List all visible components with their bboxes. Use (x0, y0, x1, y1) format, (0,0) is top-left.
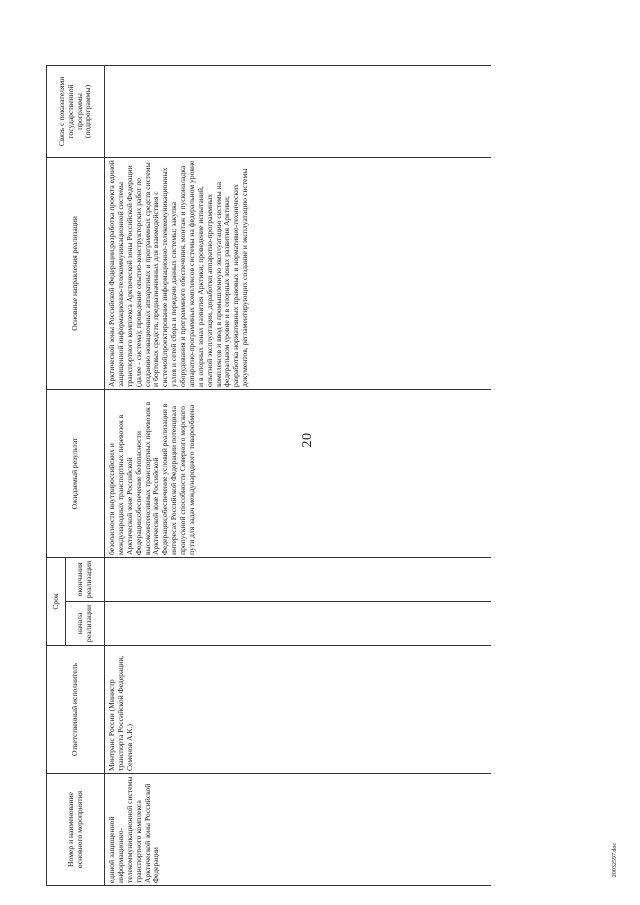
table-row (105, 65, 492, 885)
header-result: Ожидаемый результат (47, 389, 105, 557)
cell-directions (105, 157, 492, 389)
document-id: 20032597.doc (612, 842, 618, 878)
cell-executor (105, 646, 492, 774)
cell-event (105, 774, 492, 886)
header-term-start: начала реализации (66, 602, 105, 646)
cell-term-end (105, 557, 492, 601)
header-event: Номер и наименование основного мероприятия (47, 774, 105, 886)
result-text: безопасности внутрироссийских и международных транспортных перевозок в Арктической зоне Российской Федерации;обеспечение безопасности высокоинтенсивных транспортных перевозок в Арктической зоне Российской Федерации;обеспечение условий реализации в интересах Российской Федерации потенциала пропускной способности Северного морского пути для задач международного товарообмена (107, 401, 196, 555)
rotated-table-area (46, 66, 536, 886)
header-term: Срок (47, 557, 66, 645)
event-text: единой защищенной информационно-телекоммуникационной системы транспортного комплекса Арктической зоны Российской Федерации (107, 776, 161, 883)
header-link: Связь с показателями государственной программы (подпрограммы) (47, 65, 105, 157)
cell-link (105, 65, 492, 157)
executor-text: Минтранс России (Министр транспорта Российской Федерации, Семенов А.К.) (107, 655, 134, 771)
cell-result (105, 389, 492, 557)
cell-term-start (105, 602, 492, 646)
header-executor: Ответственный исполнитель (47, 646, 105, 774)
page-number: 20 (300, 432, 315, 448)
events-table (46, 65, 491, 886)
header-term-end: окончания реализации (66, 557, 105, 601)
header-directions: Основные направления реализации (47, 157, 105, 389)
directions-text: Арктической зоны Российской Федерации;разработка проекта единой защищенной информационно-телекоммуникационной системы транспортного комплекса Арктической зоны Российской Федерации (далее - система); проведение опытно-конструкторских работ по созданию новационных аппаратных и программных средств системы и бортовых средств, предназначенных для взаимодействия с системой;проектирование информационно-телекоммуникационных узлов и сетей сбора и передачи данных системы; закупка оборудования и программного обеспечения, монтаж и пусконаладка аппаратно-программных комплексов системы на федеральном уровне и в опорных зонах развития Арктики; проведение испытаний, опытной эксплуатации, доработки аппаратно-программных комплексов и ввод в промышленную эксплуатацию системы на федеральном уровне и в опорных зонах развития Арктики; разработка нормативных правовых и нормативно-технических документов, регламентирующих создание и эксплуатацию системы (107, 160, 250, 387)
